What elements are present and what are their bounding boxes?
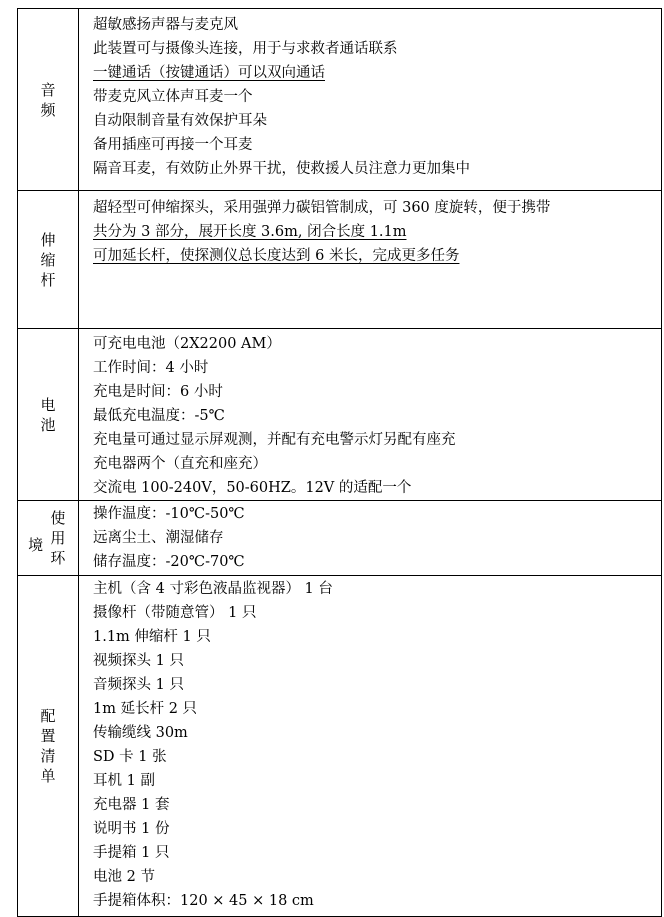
config-item: 耳机 1 副 [93, 773, 155, 789]
audio-line-1: 超敏感扬声器与麦克风 [93, 17, 238, 33]
config-item: 1.1m 伸缩杆 1 只 [93, 629, 211, 645]
battery-line-5: 充电量可通过显示屏观测，并配有充电警示灯另配有座充 [93, 432, 456, 448]
row-audio [18, 9, 662, 191]
config-item: 充电器 1 套 [93, 797, 170, 813]
content-config [79, 576, 662, 917]
content-pole [79, 191, 662, 329]
config-item: 电池 2 节 [93, 869, 155, 885]
config-item: 1m 延长杆 2 只 [93, 701, 198, 717]
battery-line-7: 交流电 100-240V，50-60HZ。12V 的适配一个 [93, 480, 412, 496]
row-config [18, 576, 662, 917]
config-item: 视频探头 1 只 [93, 653, 184, 669]
config-item: 说明书 1 份 [93, 821, 170, 837]
spec-table [17, 8, 662, 917]
label-pole: 伸 缩 杆 [18, 191, 79, 329]
battery-line-4: 最低充电温度：-5℃ [93, 408, 225, 424]
content-audio [79, 9, 662, 191]
content-battery [79, 329, 662, 501]
row-pole [18, 191, 662, 329]
content-environment [79, 501, 662, 576]
audio-line-6: 备用插座可再接一个耳麦 [93, 137, 253, 153]
pole-line-2: 共分为 3 部分，展开长度 3.6m, 闭合长度 1.1m [93, 224, 407, 240]
audio-line-3: 一键通话（按键通话）可以双向通话 [93, 65, 325, 81]
label-config: 配 置 清 单 [18, 576, 79, 917]
battery-line-2: 工作时间：4 小时 [93, 360, 209, 376]
config-item: 传输缆线 30m [93, 725, 188, 741]
pole-line-3: 可加延长杆，使探测仪总长度达到 6 米长，完成更多任务 [93, 248, 460, 264]
audio-line-2: 此装置可与摄像头连接，用于与求救者通话联系 [93, 41, 398, 57]
battery-line-1: 可充电电池（2X2200 AM） [93, 336, 281, 352]
config-item: 手提箱体积：120 × 45 × 18 cm [93, 893, 314, 909]
label-battery: 电 池 [18, 329, 79, 501]
audio-line-7: 隔音耳麦，有效防止外界干扰，使救援人员注意力更加集中 [93, 161, 470, 177]
config-item: 手提箱 1 只 [93, 845, 170, 861]
env-line-3: 储存温度：-20℃-70℃ [93, 554, 245, 570]
env-line-2: 远离尘土、潮湿储存 [93, 530, 224, 546]
config-item: 摄像杆（带随意管） 1 只 [93, 605, 257, 621]
config-item: 主机（含 4 寸彩色液晶监视器） 1 台 [93, 581, 333, 597]
audio-line-4: 带麦克风立体声耳麦一个 [93, 89, 253, 105]
config-item: SD 卡 1 张 [93, 749, 167, 765]
battery-line-3: 充电是时间：6 小时 [93, 384, 223, 400]
audio-line-5: 自动限制音量有效保护耳朵 [93, 113, 267, 129]
pole-line-1: 超轻型可伸缩探头，采用强弹力碳铝管制成，可 360 度旋转，便于携带 [93, 200, 551, 216]
config-item: 音频探头 1 只 [93, 677, 184, 693]
env-line-1: 操作温度：-10℃-50℃ [93, 506, 245, 522]
label-environment: 境 使 用 环 [18, 501, 79, 576]
row-environment [18, 501, 662, 576]
row-battery [18, 329, 662, 501]
label-audio: 音 频 [18, 9, 79, 191]
battery-line-6: 充电器两个（直充和座充） [93, 456, 267, 472]
